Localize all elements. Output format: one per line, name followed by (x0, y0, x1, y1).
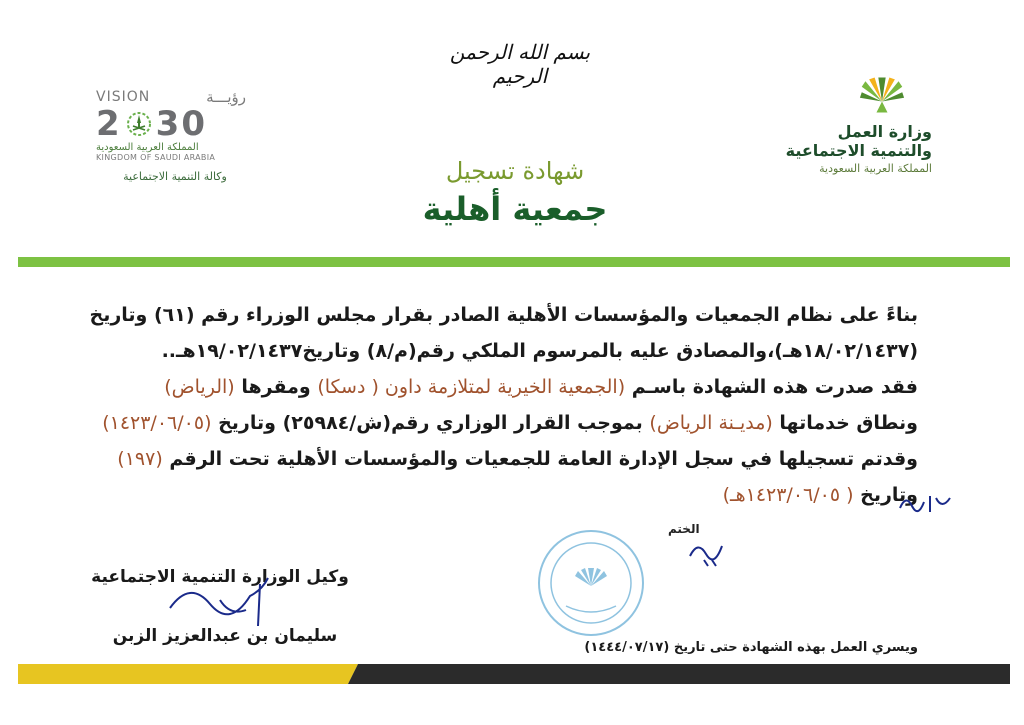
seal-initial-mark-icon (686, 534, 730, 568)
signatory-title: وكيل الوزارة التنمية الاجتماعية (91, 567, 349, 587)
body-line-6 (88, 477, 918, 513)
header-divider (18, 257, 1010, 267)
vision-word: VISION (96, 89, 151, 105)
signatory-name: سليمان بن عبدالعزيز الزبن (112, 626, 338, 646)
body-line-5 (88, 441, 918, 477)
agency-name: وكالة التنمية الاجتماعية (123, 170, 227, 183)
handwritten-signature-icon (150, 570, 290, 630)
organization-name: (الجمعية الخيرية لمتلازمة داون ( دسكا) (317, 376, 626, 398)
service-scope: (مديـنة الرياض) (649, 412, 773, 434)
palm-leaves-logo-icon (854, 72, 910, 118)
body-line-3-mid: ومقرها (241, 376, 311, 398)
vision-arabic: رؤيـــة (206, 88, 246, 106)
body-line-3 (88, 369, 918, 405)
vision-year-left: 2 (96, 104, 122, 144)
palm-swords-emblem-icon (124, 109, 154, 139)
body-line-4-end: وتاريخ (218, 412, 276, 434)
vision-2030-logo (96, 88, 256, 162)
basmala: بسم الله الرحمن الرحيم (449, 40, 591, 88)
vision-kingdom-ar: المملكة العربية السعودية (96, 142, 199, 153)
headquarters-city: (الرياض) (164, 376, 235, 398)
ministry-name-2: والتنمية الاجتماعية (785, 141, 932, 160)
vision-kingdom-en: KINGDOM OF SAUDI ARABIA (96, 153, 216, 162)
ministry-seal-icon (536, 528, 646, 638)
body-line-4-prefix: ونطاق خدماتها (779, 412, 918, 434)
ministry-header (762, 72, 932, 175)
decision-date: (١٤٢٣/٠٦/٠٥) (102, 412, 212, 434)
validity-statement: ويسري العمل بهذه الشهادة حتى تاريخ (١٤٤٤/٠٧/١٧) (584, 640, 918, 655)
body-line-3-prefix: فقد صدرت هذه الشهادة باسـم (631, 376, 918, 398)
body-line-5-prefix: وقدتم تسجيلها في سجل الإدارة العامة للجمعيات والمؤسسات الأهلية تحت الرقم (169, 448, 918, 470)
body-line-6-prefix: وتاريخ (860, 484, 918, 506)
body-line-1: بناءً على نظام الجمعيات والمؤسسات الأهلية الصادر بقرار مجلس الوزراء رقم (٦١) وتاريخ (89, 304, 918, 326)
ministry-country: المملكة العربية السعودية (819, 162, 932, 175)
body-line-4-mid: بموجب القرار الوزاري رقم(ش/٢٥٩٨٤) (282, 412, 643, 434)
ministry-name: وزارة العمل (837, 122, 932, 141)
body-line-4 (88, 405, 918, 441)
registration-number: (١٩٧) (117, 448, 163, 470)
handwritten-mark-icon (896, 488, 956, 518)
certificate-subtitle: جمعية أهلية (422, 190, 608, 228)
body-line-2: (١٨/٠٢/١٤٣٧هـ)،والمصادق عليه بالمرسوم الملكي رقم(م/٨) وتاريخ١٩/٠٢/١٤٣٧هـ.. (161, 340, 918, 362)
certificate-body (88, 297, 918, 513)
certificate-title: شهادة تسجيل (445, 157, 585, 185)
footer-stripe (18, 664, 1010, 684)
vision-year-right: 30 (155, 104, 207, 144)
registration-date: ( ١٤٢٣/٠٦/٠٥هـ) (722, 484, 854, 506)
seal-label: الختم (668, 522, 700, 536)
